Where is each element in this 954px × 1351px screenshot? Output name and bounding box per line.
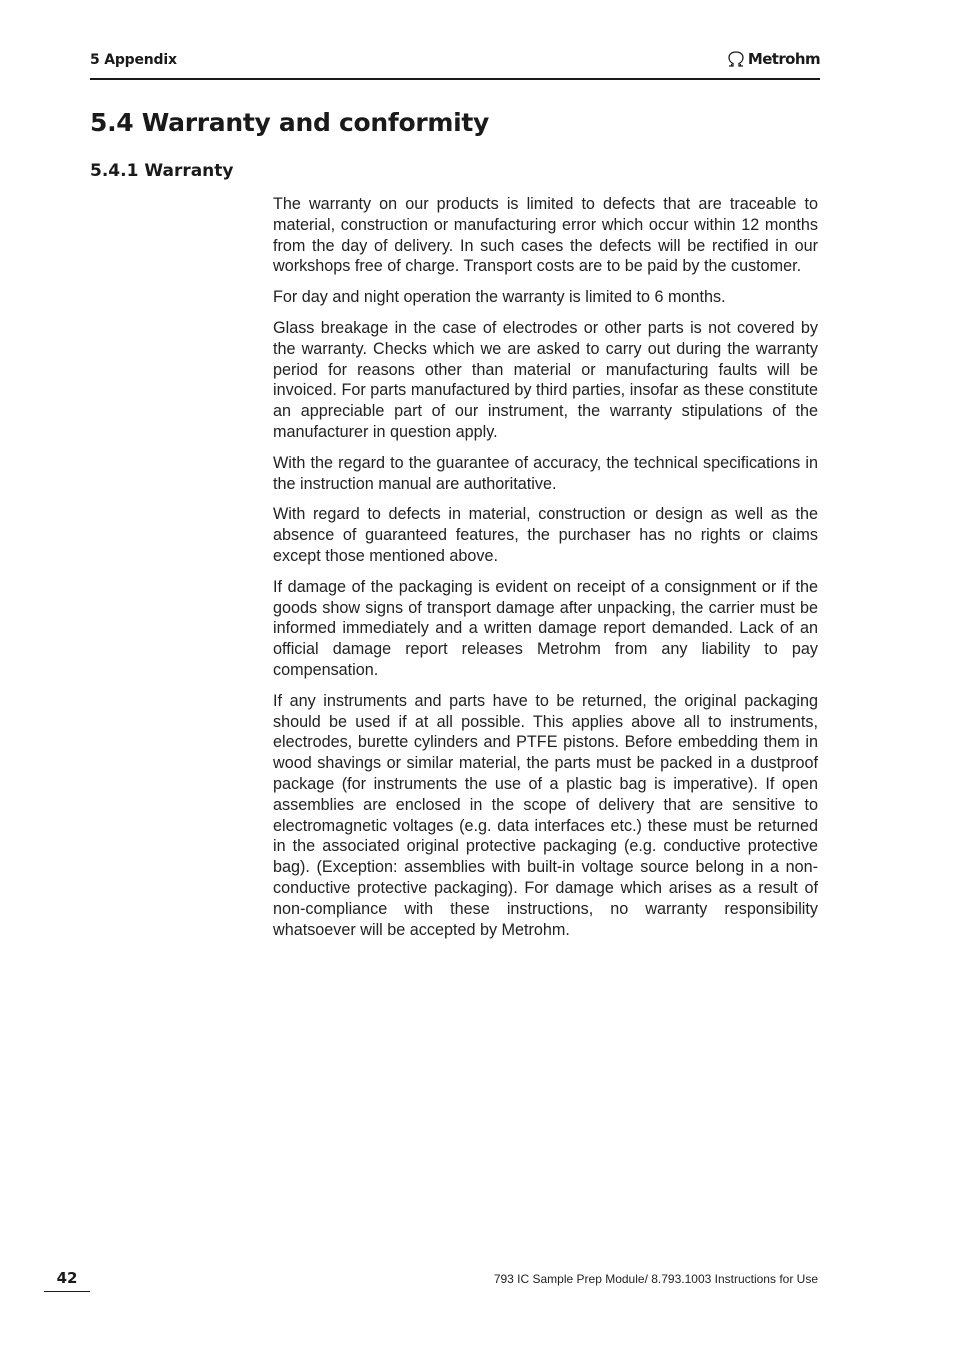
page-number: 42 [44, 1265, 90, 1292]
subsection-heading: 5.4.1 Warranty [90, 161, 234, 181]
paragraph: Glass breakage in the case of electrodes or other parts is not covered by the warranty. Checks which we are asked to carry out during the warranty period for reasons other than material or manufacturing faults will be invoiced. For parts manufactured by third parties, insofar as these constitute an appreciable part of our instrument, the warranty stipulations of the manufacturer in question apply. [273, 318, 818, 441]
header-section-title: 5 Appendix [90, 52, 177, 68]
paragraph: For day and night operation the warranty is limited to 6 months. [273, 288, 726, 307]
page-header [90, 50, 820, 80]
section-heading: 5.4 Warranty and conformity [90, 108, 490, 137]
paragraph: With the regard to the guarantee of accuracy, the technical specifications in the instruction manual are authoritative. [273, 453, 818, 493]
brand-logo [726, 50, 820, 68]
paragraph: If any instruments and parts have to be returned, the original packaging should be used if at all possible. This applies above all to instruments, electrodes, burette cylinders and PTFE pistons. Before embedding them in wood shavings or similar material, the parts must be packed in a dustproof package (for instruments the use of a plastic bag is imperative). If open assemblies are enclosed in the scope of delivery that are sensitive to electromagnetic voltages (e.g. data interfaces etc.) these must be returned in the associated original protective packaging (e.g. conductive protective bag). (Exception: assemblies with built-in voltage source belong in a non-conductive protective packaging). For damage which arises as a result of non-compliance with these instructions, no warranty responsibility whatsoever will be accepted by Metrohm. [273, 691, 818, 939]
omega-logo-icon [726, 51, 746, 67]
footer-document-title: 793 IC Sample Prep Module/ 8.793.1003 Instructions for Use [493, 1272, 818, 1286]
paragraph: If damage of the packaging is evident on receipt of a consignment or if the goods show signs of transport damage after unpacking, the carrier must be informed immediately and a written damage report demanded. Lack of an official damage report releases Metrohm from any liability to pay compensation. [273, 577, 818, 679]
brand-name: Metrohm [747, 50, 820, 68]
warranty-body [273, 194, 818, 950]
paragraph: With regard to defects in material, construction or design as well as the absence of guaranteed features, the purchaser has no rights or claims except those mentioned above. [273, 505, 818, 565]
paragraph: The warranty on our products is limited to defects that are traceable to material, construction or manufacturing error which occur within 12 months from the day of delivery. In such cases the defects will be rectified in our workshops free of charge. Transport costs are to be paid by the customer. [273, 195, 818, 276]
